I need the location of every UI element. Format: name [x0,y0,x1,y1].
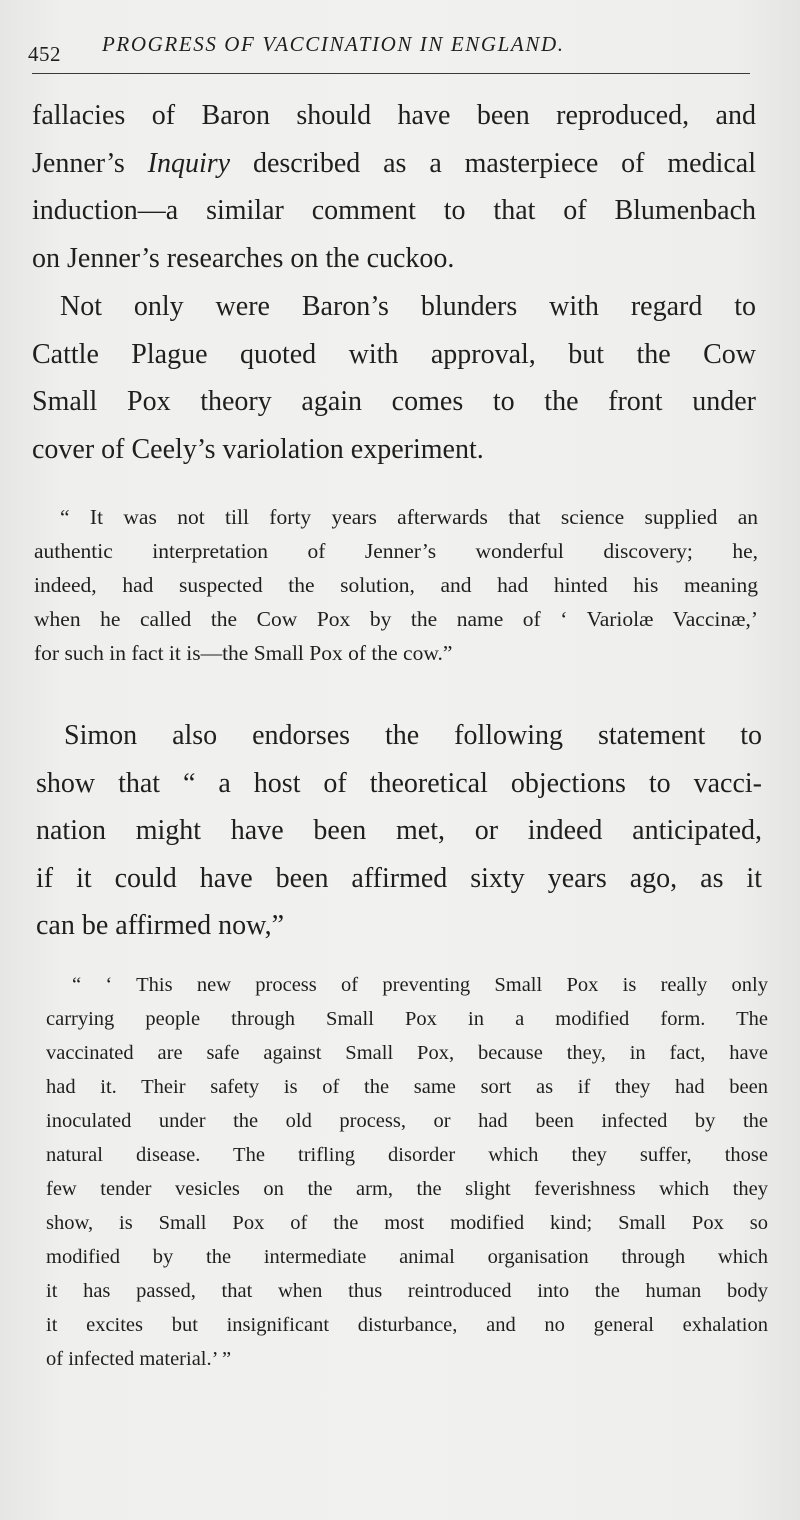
page-header [28,28,748,68]
quote-line: it excites but insignificant disturbance, and no general exhalation [46,1314,768,1336]
paragraph-3 [36,712,762,950]
quote-line: of infected material.’ ” [46,1348,232,1370]
quote-line: inoculated under the old process, or had been infected by the [46,1110,768,1132]
paragraph-line: fallacies of Baron should have been reproduced, and [32,100,756,131]
paragraph-2 [32,283,756,473]
inquiry-title: Inquiry [147,147,231,179]
quote-line: “ It was not till forty years afterwards that science supplied an [60,505,758,529]
paragraph-line: Cattle Plague quoted with approval, but the Cow [32,338,756,370]
paragraph-line: Not only were Baron’s blunders with regard to [60,291,756,322]
quote-line: it has passed, that when thus reintroduced into the human body [46,1280,768,1302]
block-quote-1 [34,500,758,670]
running-title: PROGRESS OF VACCINATION IN ENGLAND. [102,32,565,56]
quote-line: had it. Their safety is of the same sort as if they had been [46,1076,768,1098]
quote-line: “ ‘ This new process of preventing Small Pox is really only [72,974,768,996]
quote-line: for such in fact it is—the Small Pox of the cow.” [34,641,453,665]
paragraph-line: can be affirmed now,” [36,910,284,941]
quote-line: modified by the intermediate animal organisation through which [46,1246,768,1268]
quote-line: show, is Small Pox of the most modified kind; Small Pox so [46,1212,768,1234]
paragraph-1 [32,92,756,282]
paragraph-line: cover of Ceely’s variolation experiment. [32,433,484,465]
paragraph-line: Jenner’s Inquiry described as a masterpiece of medical [32,147,756,179]
quote-line: natural disease. The trifling disorder which they suffer, those [46,1144,768,1166]
paragraph-line: nation might have been met, or indeed anticipated, [36,815,762,846]
quote-line: authentic interpretation of Jenner’s wonderful discovery; he, [34,539,758,563]
paragraph-line: on Jenner’s researches on the cuckoo. [32,242,455,274]
paragraph-line: Small Pox theory again comes to the front under [32,386,756,417]
quote-line: vaccinated are safe against Small Pox, because they, in fact, have [46,1042,768,1064]
quote-line: indeed, had suspected the solution, and had hinted his meaning [34,573,758,597]
block-quote-2 [46,968,768,1376]
paragraph-line: if it could have been affirmed sixty years ago, as it [36,862,762,894]
paragraph-line: Simon also endorses the following statement to [64,720,762,751]
quote-line: carrying people through Small Pox in a modified form. The [46,1008,768,1030]
paragraph-line: show that “ a host of theoretical objections to vacci- [36,767,762,799]
page-number: 452 [28,42,61,66]
header-rule [32,73,750,74]
quote-line: when he called the Cow Pox by the name of ‘ Variolæ Vaccinæ,’ [34,607,758,631]
paragraph-line: induction—a similar comment to that of Blumenbach [32,195,756,226]
quote-line: few tender vesicles on the arm, the slight feverishness which they [46,1178,768,1200]
